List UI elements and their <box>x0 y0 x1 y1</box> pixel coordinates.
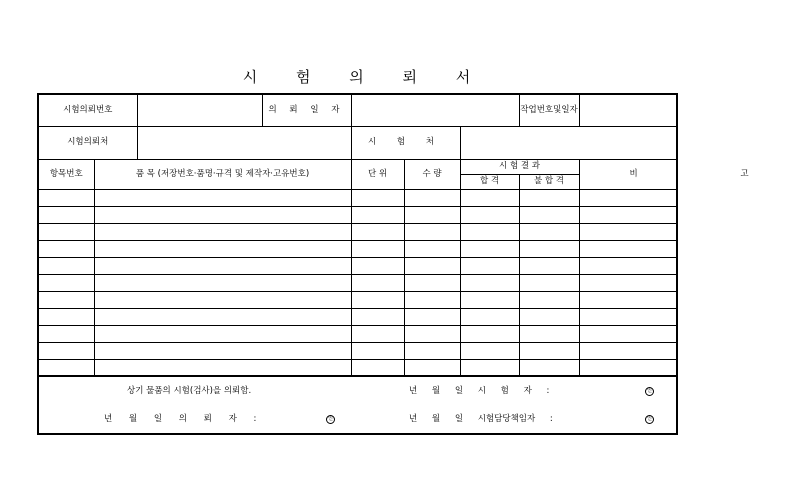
col-item: 품 목 (저장번호·품명·규격 및 제작자·고유번호) <box>94 159 351 189</box>
table-row <box>38 325 677 342</box>
request-statement: 상기 물품의 시험(검사)을 의뢰함. <box>127 386 252 396</box>
col-unit: 단 위 <box>351 159 404 189</box>
col-result: 시 험 결 과 <box>460 159 579 174</box>
tester-label: 년 월 일 시 험 자 : <box>409 386 550 396</box>
requester-field[interactable] <box>137 126 351 159</box>
table-row <box>38 291 677 308</box>
requester-label: 년 월 일 의 뢰 자 : <box>104 414 257 424</box>
request-no-field[interactable] <box>137 94 262 126</box>
table-row <box>38 359 677 376</box>
col-remarks: 비 고 <box>579 159 677 189</box>
requester-label: 시험의뢰처 <box>38 126 137 159</box>
col-qty: 수 량 <box>404 159 460 189</box>
col-pass: 합 격 <box>460 174 519 189</box>
table-row <box>38 189 677 206</box>
test-request-form <box>37 93 799 435</box>
officer-label: 년 월 일 시험담당책임자 : <box>409 414 553 424</box>
table-row <box>38 308 677 325</box>
tester-seal-icon: 인 <box>645 387 654 396</box>
table-row <box>38 223 677 240</box>
officer-seal-icon: 인 <box>645 415 654 424</box>
table-row <box>38 342 677 359</box>
job-no-date-label: 작업번호및일자 <box>519 94 579 126</box>
request-date-field[interactable] <box>351 94 519 126</box>
request-date-label: 의 뢰 일 자 <box>262 94 351 126</box>
table-row <box>38 206 677 223</box>
table-row <box>38 240 677 257</box>
table-row <box>38 257 677 274</box>
test-place-field[interactable] <box>460 126 677 159</box>
col-fail: 불 합 격 <box>519 174 579 189</box>
col-item-no: 항목번호 <box>38 159 94 189</box>
page-title: 시 험 의 뢰 서 <box>242 68 488 86</box>
requester-seal-icon: 인 <box>326 415 335 424</box>
signature-area <box>38 376 677 434</box>
request-no-label: 시험의뢰번호 <box>38 94 137 126</box>
table-row <box>38 274 677 291</box>
test-place-label: 시 험 처 <box>351 126 460 159</box>
job-no-date-field[interactable] <box>579 94 677 126</box>
